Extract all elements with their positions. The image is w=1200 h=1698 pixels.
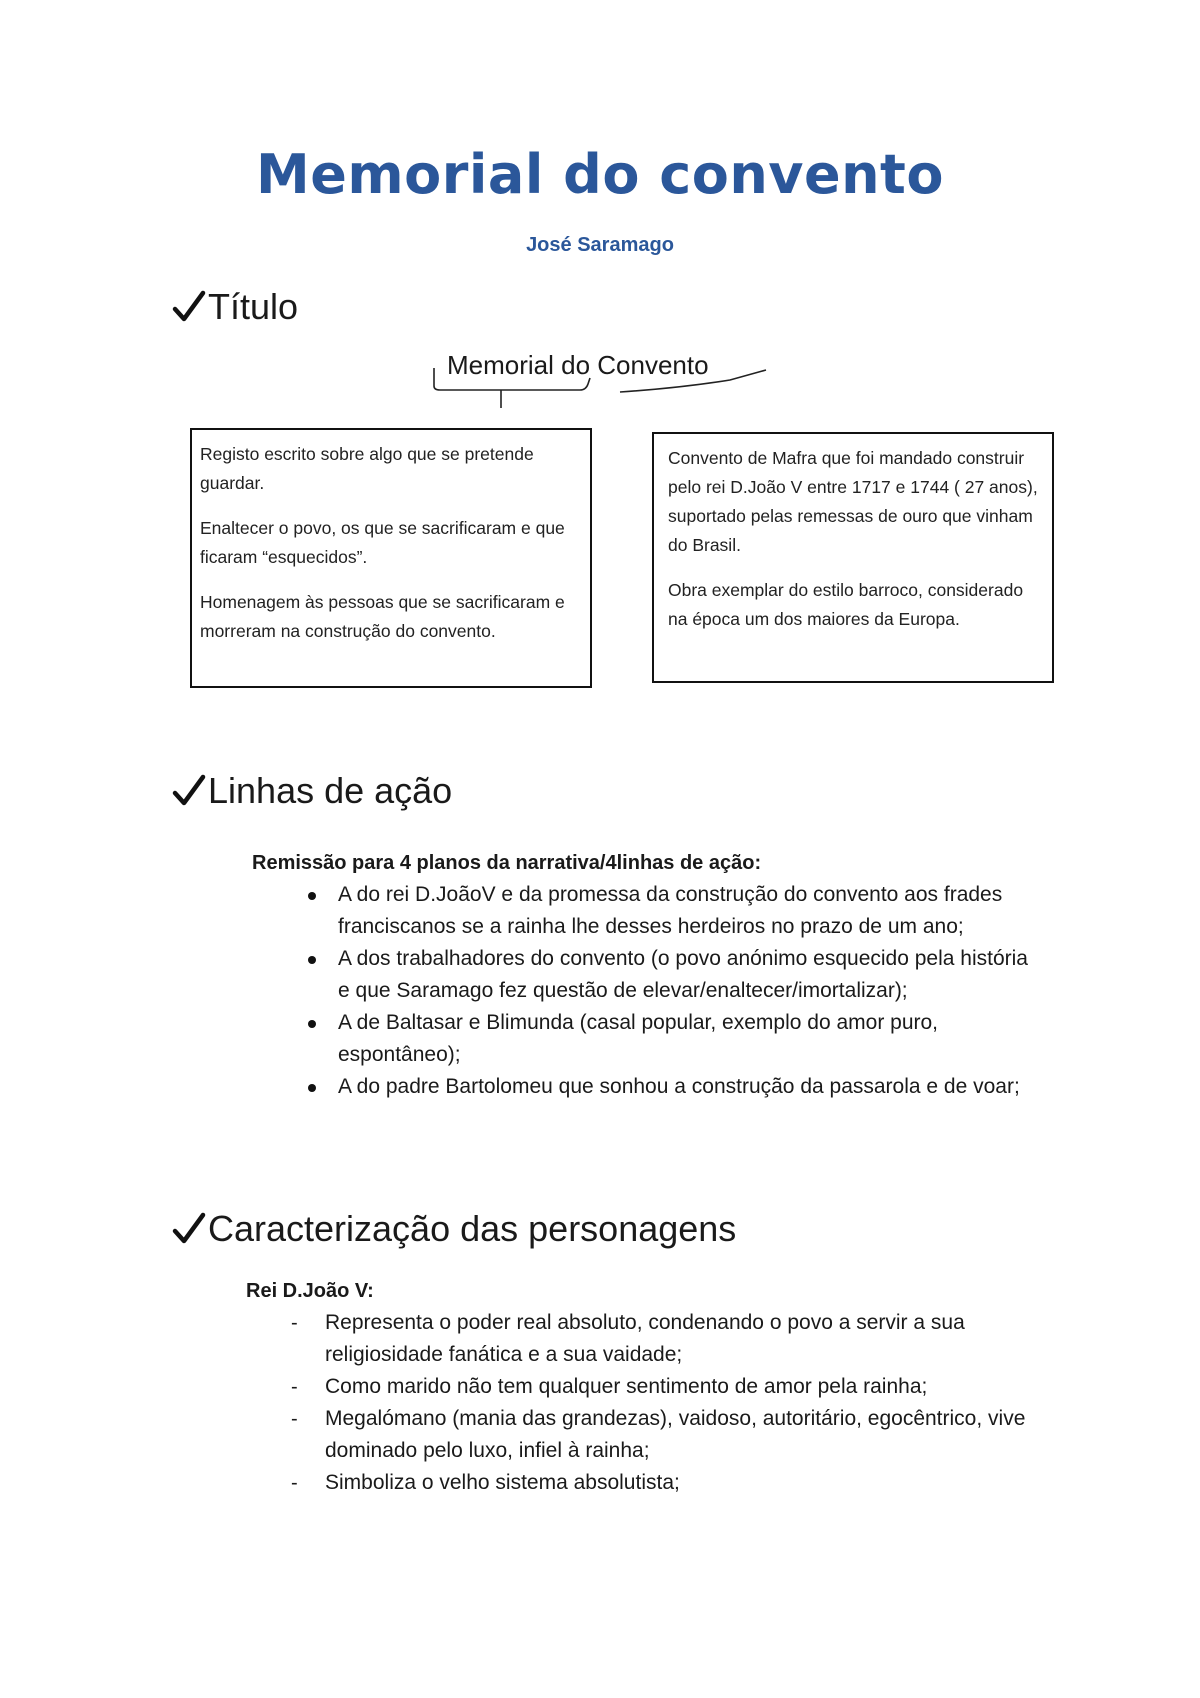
list-item — [291, 1467, 1030, 1499]
dash-marker: - — [291, 1472, 298, 1494]
check-icon — [172, 1209, 206, 1249]
definition-box-memorial — [190, 428, 592, 688]
box-paragraph: Enaltecer o povo, os que se sacrificaram e que ficaram “esquecidos”. — [200, 518, 565, 567]
section-heading-label: Título — [208, 286, 299, 327]
bullet-icon — [308, 1084, 316, 1092]
document-title: Memorial do convento — [256, 143, 944, 206]
list-item-text: A do padre Bartolomeu que sonhou a construção da passarola e de voar; — [338, 1075, 1020, 1098]
linhas-intro: Remissão para 4 planos da narrativa/4linhas de ação: — [252, 852, 762, 874]
check-icon — [172, 771, 206, 811]
section-heading-titulo — [172, 284, 298, 330]
title-phrase: Memorial do Convento — [447, 350, 709, 380]
bullet-icon — [308, 1020, 316, 1028]
list-item — [291, 1403, 1030, 1467]
document-author: José Saramago — [526, 234, 674, 256]
check-icon — [172, 287, 206, 327]
linhas-list — [338, 879, 1038, 1103]
box-paragraph: Registo escrito sobre algo que se pretende guardar. — [200, 444, 534, 493]
personagem-traits-list — [291, 1307, 1030, 1499]
list-item-text: Representa o poder real absoluto, condenando o povo a servir a sua religiosidade fanática e a sua vaidade; — [325, 1311, 965, 1366]
list-item — [291, 1371, 1030, 1403]
annotation-brace-lines — [430, 362, 770, 418]
box-paragraph: Obra exemplar do estilo barroco, considerado na época um dos maiores da Europa. — [668, 580, 1024, 629]
bullet-icon — [308, 892, 316, 900]
dash-marker: - — [291, 1312, 298, 1334]
section-heading-label: Caracterização das personagens — [208, 1208, 737, 1249]
box-paragraph: Homenagem às pessoas que se sacrificaram e morreram na construção do convento. — [200, 592, 565, 641]
dash-marker: - — [291, 1376, 298, 1398]
list-item-text: A de Baltasar e Blimunda (casal popular, exemplo do amor puro, espontâneo); — [338, 1011, 939, 1066]
list-item — [338, 879, 1038, 943]
list-item — [291, 1307, 1030, 1371]
list-item-text: A dos trabalhadores do convento (o povo anónimo esquecido pela história e que Saramago fez questão de elevar/enaltecer/imortalizar); — [338, 947, 1028, 1002]
definition-box-convento — [652, 432, 1054, 683]
section-heading-personagens — [172, 1206, 736, 1252]
list-item — [338, 1007, 1038, 1071]
list-item-text: Como marido não tem qualquer sentimento de amor pela rainha; — [325, 1375, 928, 1398]
list-item-text: A do rei D.JoãoV e da promessa da construção do convento aos frades franciscanos se a rainha lhe desses herdeiros no prazo de um ano; — [338, 883, 1003, 938]
box-paragraph: Convento de Mafra que foi mandado construir pelo rei D.João V entre 1717 e 1744 ( 27 anos), suportado pelas remessas de ouro que vinham do Brasil. — [668, 448, 1038, 555]
list-item-text: Megalómano (mania das grandezas), vaidoso, autoritário, egocêntrico, vive dominado pelo luxo, infiel à rainha; — [325, 1407, 1026, 1462]
list-item-text: Simboliza o velho sistema absolutista; — [325, 1471, 680, 1494]
section-heading-label: Linhas de ação — [208, 770, 453, 811]
bullet-icon — [308, 956, 316, 964]
list-item — [338, 1071, 1038, 1103]
section-heading-linhas — [172, 768, 452, 814]
list-item — [338, 943, 1038, 1007]
personagem-name: Rei D.João V: — [246, 1280, 374, 1302]
dash-marker: - — [291, 1408, 298, 1430]
